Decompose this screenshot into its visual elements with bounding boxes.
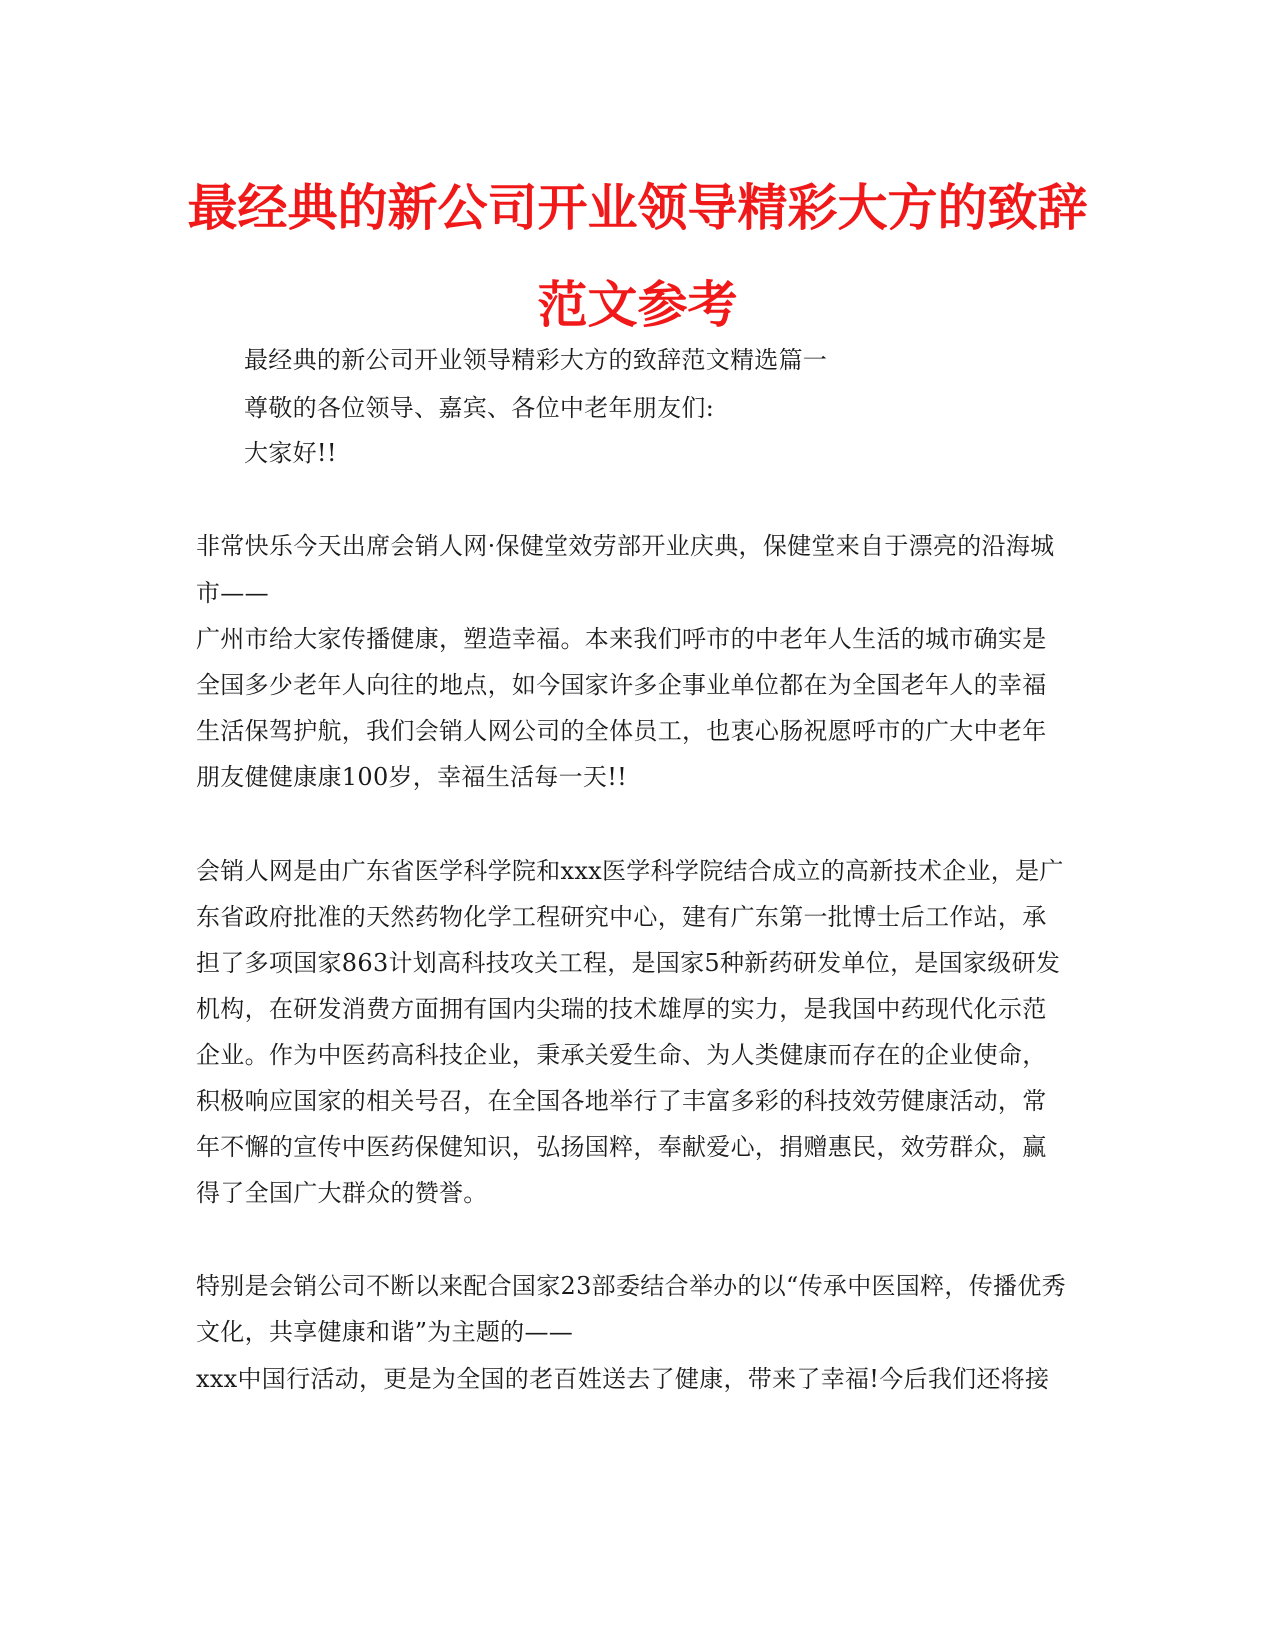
document-title-line-2: 范文参考 xyxy=(537,276,738,334)
paragraph-line: 朋友健健康康100岁，幸福生活每一天!! xyxy=(196,763,628,791)
section-heading: 最经典的新公司开业领导精彩大方的致辞范文精选篇一 xyxy=(244,346,828,374)
paragraph-line: 积极响应国家的相关号召，在全国各地举行了丰富多彩的科技效劳健康活动，常 xyxy=(196,1087,1047,1115)
paragraph-line: 非常快乐今天出席会销人网·保健堂效劳部开业庆典，保健堂来自于漂亮的沿海城 xyxy=(196,532,1055,560)
salutation: 尊敬的各位领导、嘉宾、各位中老年朋友们: xyxy=(244,394,715,422)
paragraph-line: 特别是会销公司不断以来配合国家23部委结合举办的以“传承中医国粹，传播优秀 xyxy=(196,1272,1066,1300)
paragraph-line: 得了全国广大群众的赞誉。 xyxy=(196,1179,488,1207)
paragraph-line: 全国多少老年人向往的地点，如今国家许多企事业单位都在为全国老年人的幸福 xyxy=(196,671,1047,699)
paragraph-line: 机构，在研发消费方面拥有国内尖瑞的技术雄厚的实力，是我国中药现代化示范 xyxy=(196,995,1047,1023)
paragraph-line: 生活保驾护航，我们会销人网公司的全体员工，也衷心肠祝愿呼市的广大中老年 xyxy=(196,717,1047,745)
paragraph-line: 企业。作为中医药高科技企业，秉承关爱生命、为人类健康而存在的企业使命， xyxy=(196,1041,1047,1069)
paragraph-line: 市—— xyxy=(196,579,269,607)
paragraph-line: 年不懈的宣传中医药保健知识，弘扬国粹，奉献爱心，捐赠惠民，效劳群众，赢 xyxy=(196,1133,1047,1161)
greeting: 大家好!! xyxy=(244,439,337,467)
document-title-line-1: 最经典的新公司开业领导精彩大方的致辞 xyxy=(187,179,1088,237)
paragraph-line: xxx中国行活动，更是为全国的老百姓送去了健康，带来了幸福!今后我们还将接 xyxy=(196,1365,1050,1393)
paragraph-line: 文化，共享健康和谐”为主题的—— xyxy=(196,1318,574,1346)
paragraph-line: 东省政府批准的天然药物化学工程研究中心，建有广东第一批博士后工作站，承 xyxy=(196,903,1047,931)
paragraph-line: 担了多项国家863计划高科技攻关工程，是国家5种新药研发单位，是国家级研发 xyxy=(196,949,1061,977)
paragraph-line: 广州市给大家传播健康，塑造幸福。本来我们呼市的中老年人生活的城市确实是 xyxy=(196,625,1047,653)
paragraph-line: 会销人网是由广东省医学科学院和xxx医学科学院结合成立的高新技术企业，是广 xyxy=(196,857,1064,885)
